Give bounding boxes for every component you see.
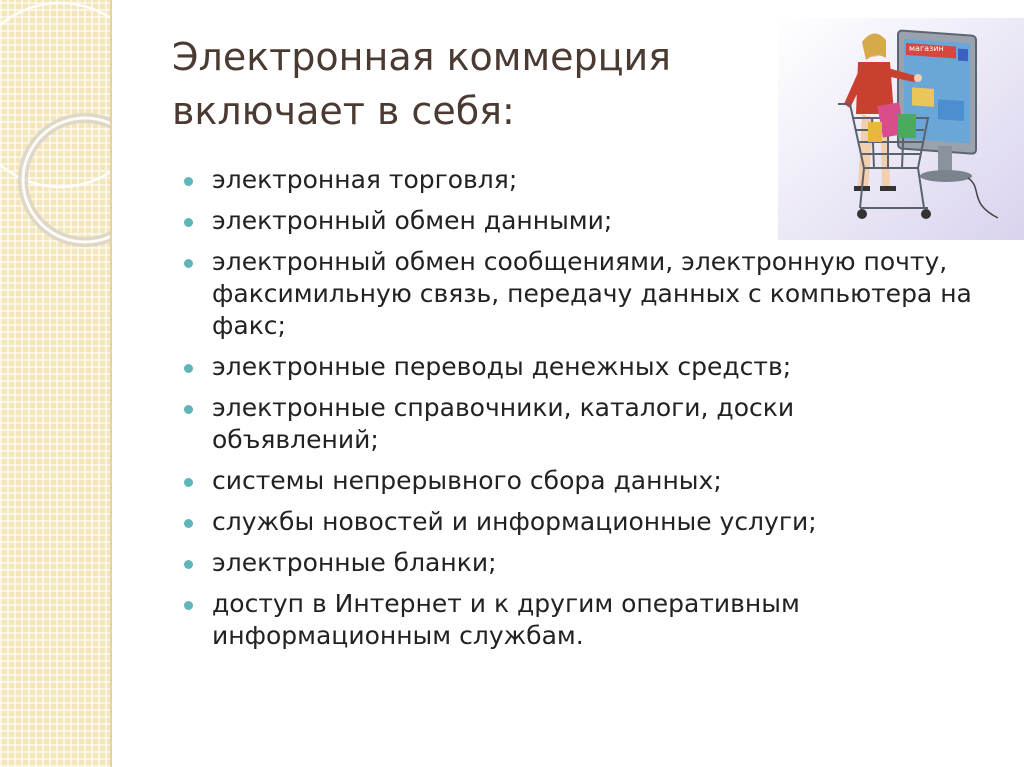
- list-item: [180, 465, 990, 497]
- list-item-text: электронные справочники, каталоги, доски объявлений;: [212, 393, 795, 454]
- bullet-icon: [184, 601, 193, 610]
- bullet-icon: [184, 218, 193, 227]
- list-item: [180, 205, 990, 237]
- bullet-icon: [184, 405, 193, 414]
- bullet-icon: [184, 259, 193, 268]
- list-item-text: электронные переводы денежных средств;: [212, 352, 792, 381]
- decorative-side-strip: [0, 0, 112, 767]
- list-item-text: системы непрерывного сбора данных;: [212, 466, 722, 495]
- list-item-text: электронные бланки;: [212, 548, 497, 577]
- slide-title: [172, 30, 772, 138]
- bullet-icon: [184, 560, 193, 569]
- list-item: [180, 588, 932, 652]
- list-item: [180, 506, 990, 538]
- screen-label: магазин: [909, 44, 944, 53]
- bullet-icon: [184, 478, 193, 487]
- bullet-icon: [184, 177, 193, 186]
- list-item: [180, 547, 990, 579]
- slide-title-line-1: Электронная коммерция: [172, 35, 672, 79]
- list-item: [180, 351, 990, 383]
- bullet-icon: [184, 519, 193, 528]
- list-item-text: электронная торговля;: [212, 165, 518, 194]
- list-item-text: электронный обмен данными;: [212, 206, 613, 235]
- side-divider: [110, 0, 112, 767]
- list-item-text: электронный обмен сообщениями, электронную почту, факсимильную связь, передачу данных с компьютера на факс;: [212, 247, 972, 340]
- list-item: [180, 164, 990, 196]
- list-item: [180, 392, 932, 456]
- list-item: [180, 246, 972, 342]
- list-item-text: доступ в Интернет и к другим оперативным информационным службам.: [212, 589, 800, 650]
- decorative-circles: [0, 0, 112, 767]
- slide-title-line-2: включает в себя:: [172, 89, 515, 133]
- bullet-icon: [184, 364, 193, 373]
- feature-list: [180, 164, 990, 661]
- list-item-text: службы новостей и информационные услуги;: [212, 507, 817, 536]
